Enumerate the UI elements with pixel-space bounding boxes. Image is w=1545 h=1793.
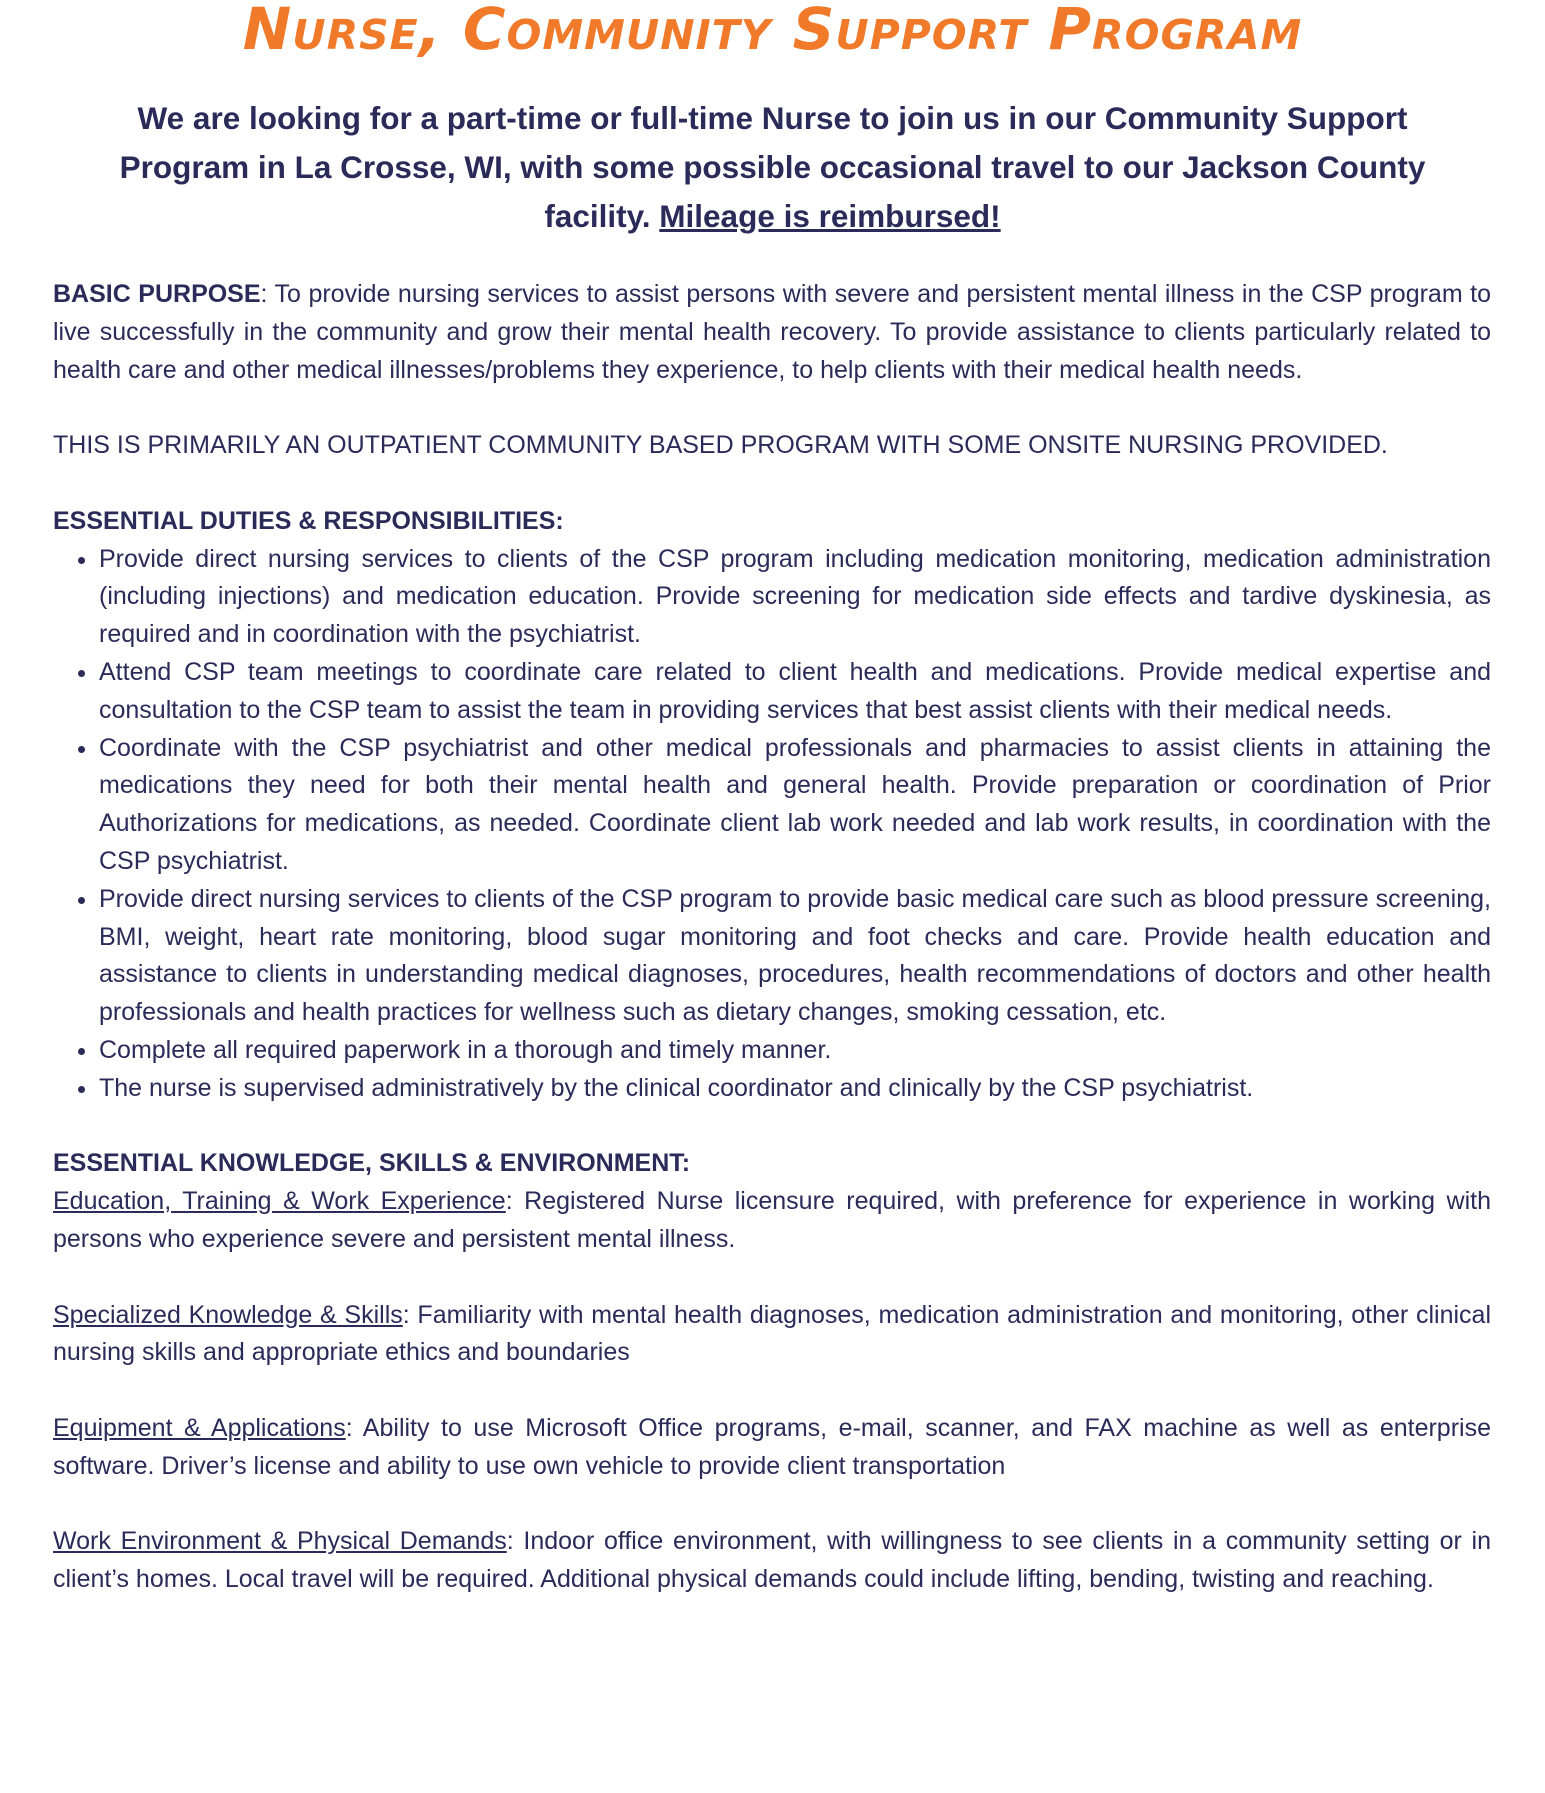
mileage-highlight: Mileage is reimbursed! [659, 198, 1001, 234]
spacer [53, 1259, 1491, 1297]
duties-heading: ESSENTIAL DUTIES & RESPONSIBILITIES: [53, 506, 564, 535]
knowledge-section-skills [53, 1297, 1491, 1373]
page-title: Nurse, Community Support Program [242, 0, 1303, 63]
skills-label: Specialized Knowledge & Skills [53, 1300, 403, 1329]
education-label: Education, Training & Work Experience [53, 1187, 506, 1216]
basic-purpose [53, 276, 1491, 389]
spacer [53, 1372, 1491, 1410]
duty-item: • Provide direct nursing services to clients of the CSP program including medication monitoring, medication administration (including injections) and medication education. Provide screening for medication side effects and tardive dyskinesia, as required and in coordination with the psychiatrist. [99, 541, 1491, 654]
knowledge-section-equipment [53, 1410, 1491, 1486]
skills-text: : Familiarity with mental health diagnoses, medication administration and monitoring, other clinical nursing skills and appropriate ethics and boundaries [53, 1300, 1491, 1367]
posting-body [53, 276, 1491, 1599]
duty-item: • The nurse is supervised administratively by the clinical coordinator and clinically by the CSP psychiatrist. [99, 1070, 1491, 1108]
basic-purpose-text: : To provide nursing services to assist persons with severe and persistent mental illness in the CSP program to live successfully in the community and grow their mental health recovery. To provide assistance to clients particularly related to health care and other medical illnesses/problems they experience, to help clients with their medical health needs. [53, 280, 1492, 384]
environment-text: : Indoor office environment, with willingness to see clients in a community setting or in client’s homes. Local travel will be required. Additional physical demands could include lifting, bending, twisting and reaching. [53, 1527, 1492, 1594]
duties-list [53, 541, 1491, 1108]
duty-item: • Provide direct nursing services to clients of the CSP program to provide basic medical care such as blood pressure screening, BMI, weight, heart rate monitoring, blood sugar monitoring and foot checks and care. Provide health education and assistance to clients in understanding medical diagnoses, procedures, health recommendations of doctors and other health professionals and health practices for wellness such as dietary changes, smoking cessation, etc. [99, 881, 1491, 1032]
spacer [53, 389, 1491, 427]
spacer [53, 1108, 1491, 1146]
program-note: THIS IS PRIMARILY AN OUTPATIENT COMMUNITY BASED PROGRAM WITH SOME ONSITE NURSING PROVIDED. [53, 431, 1388, 460]
equipment-text: : Ability to use Microsoft Office programs, e-mail, scanner, and FAX machine as well as enterprise software. Driver’s license and ability to use own vehicle to provide client transportation [53, 1413, 1491, 1480]
intro-paragraph [70, 94, 1475, 241]
equipment-label: Equipment & Applications [53, 1413, 346, 1442]
spacer [53, 465, 1491, 503]
basic-purpose-label: BASIC PURPOSE [53, 280, 261, 308]
environment-label: Work Environment & Physical Demands [53, 1527, 507, 1556]
knowledge-heading: ESSENTIAL KNOWLEDGE, SKILLS & ENVIRONMENT: [53, 1149, 691, 1178]
education-text: : Registered Nurse licensure required, with preference for experience in working with persons who experience severe and persistent mental illness. [53, 1187, 1491, 1253]
intro-text: We are looking for a part-time or full-time Nurse to join us in our Community Support Program in La Crosse, WI, with some possible occasional travel to our Jackson County facility. [119, 100, 1426, 234]
duty-item: • Complete all required paperwork in a thorough and timely manner. [99, 1032, 1491, 1070]
duty-item: • Attend CSP team meetings to coordinate care related to client health and medications. Provide medical expertise and consultation to the CSP team to assist the team in providing services that best assist clients with their medical needs. [99, 654, 1491, 730]
knowledge-section-environment [53, 1523, 1491, 1599]
spacer [53, 1486, 1491, 1524]
duty-item: • Coordinate with the CSP psychiatrist and other medical professionals and pharmacies to assist clients in attaining the medications they need for both their mental health and general health. Provide preparation or coordination of Prior Authorizations for medications, as needed. Coordinate client lab work needed and lab work results, in coordination with the CSP psychiatrist. [99, 730, 1491, 881]
knowledge-section-education [53, 1183, 1491, 1259]
